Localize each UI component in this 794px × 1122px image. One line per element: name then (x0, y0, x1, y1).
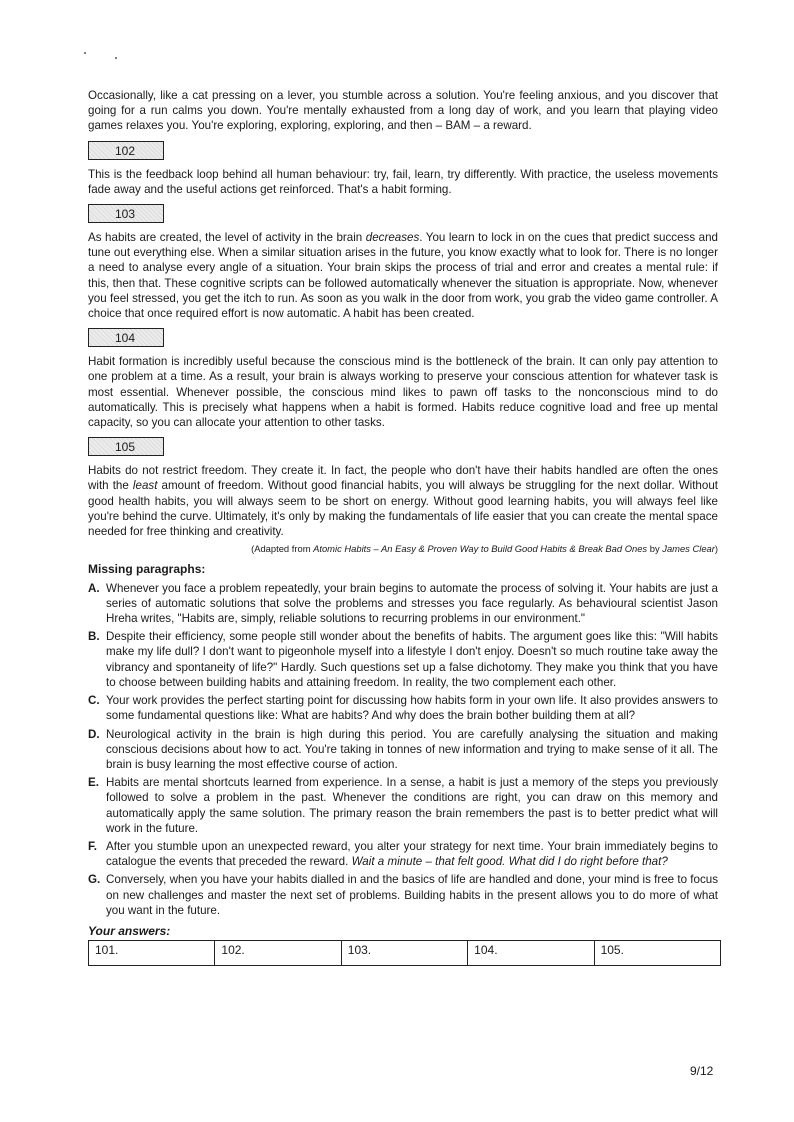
page-number: 9/12 (690, 1064, 714, 1078)
option-letter: A. (88, 581, 100, 595)
option-text: Conversely, when you have your habits dialled in and the basics of life are handled and done, your mind is free to focus on new challenges and master the next set of problems. Building habits in the present allows you to do more of what you want in the future. (106, 873, 718, 917)
paragraph-2: This is the feedback loop behind all human behaviour: try, fail, learn, try differently. With practice, the useless movements fade away and the useful actions get reinforced. That's a habit forming. (88, 167, 718, 196)
gap-box-102: 102 (88, 141, 164, 160)
answer-cell-103[interactable]: 103. (341, 941, 467, 966)
answer-cell-101[interactable]: 101. (89, 941, 215, 966)
option-letter: E. (88, 776, 99, 790)
gap-105-row (88, 437, 718, 458)
option-text: Neurological activity in the brain is high during this period. You are carefully analysing the situation and making conscious decisions about how to act. You're taking in tonnes of new information and trying to make sense of it all. The brain is busy learning the most effective course of action. (106, 727, 718, 771)
source-citation: (Adapted from Atomic Habits – An Easy & Proven Way to Build Good Habits & Break Bad Ones by James Clear) (251, 543, 718, 555)
paragraph-1: Occasionally, like a cat pressing on a lever, you stumble across a solution. You're feeling anxious, and you discover that going for a run calms you down. You're mentally exhausted from a long day of work, and you learn that playing video games relaxes you. You're exploring, exploring, exploring, and then – BAM – a reward. (88, 89, 718, 133)
scan-speck (84, 52, 86, 54)
option-letter: D. (88, 727, 100, 741)
option-text: After you stumble upon an unexpected reward, you alter your strategy for next time. Your brain immediately begins to catalogue the events that preceded the reward. Wait a minute – that felt good. What did I do right before that? (106, 839, 718, 869)
option-text: Your work provides the perfect starting point for discussing how habits form in your own life. It also provides answers to some fundamental questions like: What are habits? And why does the brain bother building them at all? (106, 694, 718, 723)
option-b (88, 629, 718, 690)
option-text: Whenever you face a problem repeatedly, your brain begins to automate the process of solving it. Your habits are just a series of automatic solutions that solve the problems and stresses you face regularly. As behavioural scientist Jason Hreha writes, "Habits are, simply, reliable solutions to recurring problems in our environment." (106, 581, 718, 626)
missing-paragraphs-heading: Missing paragraphs: (88, 562, 206, 577)
option-a (88, 581, 718, 627)
gap-box-104: 104 (88, 328, 164, 347)
answer-cell-105[interactable]: 105. (594, 941, 720, 966)
option-e (88, 775, 718, 836)
paragraph-5: Habits do not restrict freedom. They create it. In fact, the people who don't have their habits handled are often the ones with the least amount of freedom. Without good financial habits, you will always be struggling for the next dollar. Without good health habits, you will always seem to be short on energy. Without good learning habits, you will always feel like you're behind the curve. Ultimately, it's only by making the fundamentals of life easier that you can create the mental space needed for free thinking and creativity. (88, 464, 718, 539)
answer-cell-102[interactable]: 102. (215, 941, 341, 966)
option-f (88, 839, 718, 869)
option-text: Despite their efficiency, some people still wonder about the benefits of habits. The argument goes like this: "Will habits make my life dull? I don't want to pigeonhole myself into a lifestyle I don't enjoy. Doesn't so much routine take away the vibrancy and spontaneity of life?" Hardly. Such questions set up a false dichotomy. They make you think that you have to choose between building habits and attaining freedom. In reality, the two complement each other. (106, 630, 718, 689)
answers-table (88, 940, 721, 966)
gap-box-105: 105 (88, 437, 164, 456)
answers-row (89, 941, 721, 966)
paragraph-4: Habit formation is incredibly useful because the conscious mind is the bottleneck of the brain. It can only pay attention to one problem at a time. As a result, your brain is always working to preserve your conscious attention for whatever task is most essential. Whenever possible, the conscious mind likes to pawn off tasks to the nonconscious mind to do automatically. This is precisely what happens when a habit is formed. Habits reduce cognitive load and free up mental capacity, so you can allocate your attention to other tasks. (88, 355, 718, 430)
option-g (88, 872, 718, 918)
gap-103-row (88, 204, 718, 225)
option-letter: G. (88, 873, 101, 887)
scan-speck (115, 57, 117, 59)
answers-heading: Your answers: (88, 923, 171, 938)
answer-cell-104[interactable]: 104. (468, 941, 594, 966)
text-content (88, 88, 718, 966)
option-text: Habits are mental shortcuts learned from experience. In a sense, a habit is just a memory of the steps you previously followed to solve a problem in the past. Whenever the conditions are right, you can draw on this memory and automatically apply the same solution. The primary reason the brain remembers the past is to better predict what will work in the future. (106, 776, 718, 835)
gap-102-row (88, 141, 718, 162)
option-d (88, 727, 718, 773)
option-letter: C. (88, 694, 100, 708)
gap-box-103: 103 (88, 204, 164, 223)
option-c (88, 693, 718, 723)
option-letter: F. (88, 839, 98, 853)
gap-104-row (88, 328, 718, 349)
paragraph-3: As habits are created, the level of activity in the brain decreases. You learn to lock in on the cues that predict success and tune out everything else. When a similar situation arises in the future, you know exactly what to look for. There is no longer a need to analyse every angle of a situation. Your brain skips the process of trial and error and creates a mental rule: if this, then that. These cognitive scripts can be followed automatically whenever the situation is appropriate. Now, whenever you feel stressed, you get the itch to run. As soon as you walk in the door from work, you grab the video game controller. A choice that once required effort is now automatic. A habit has been created. (88, 231, 719, 321)
option-letter: B. (88, 630, 100, 644)
